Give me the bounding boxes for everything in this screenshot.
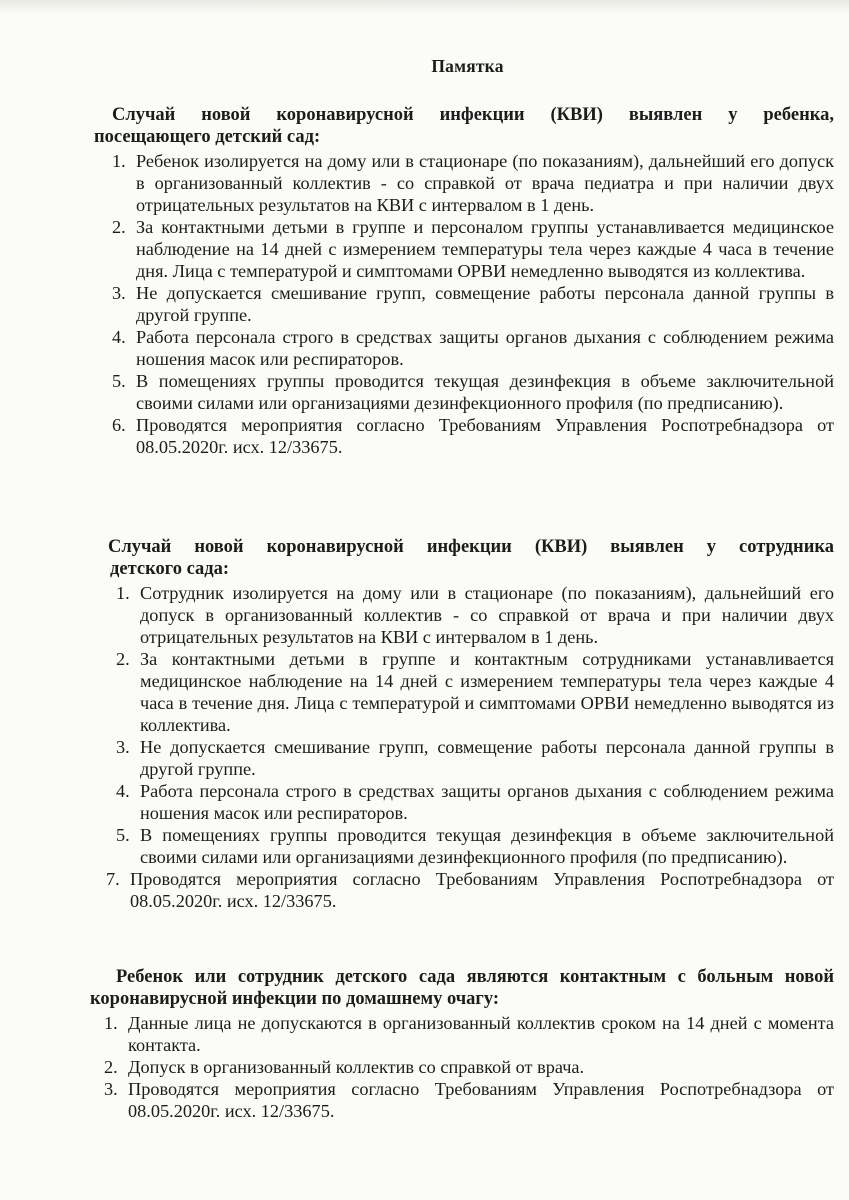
item-text: Работа персонала строго в средствах защиты органов дыхания с соблюдением режима ношения масок или респираторов.: [136, 327, 834, 369]
section-heading-line2: посещающего детский сад:: [94, 127, 321, 147]
item-text: Проводятся мероприятия согласно Требованиям Управления Роспотребнадзора от 08.05.2020г. исх. 12/33675.: [128, 1079, 834, 1121]
section-heading: [94, 104, 834, 148]
item-number: 3.: [104, 1079, 118, 1099]
item-text: Не допускается смешивание групп, совмещение работы персонала данной группы в другой группе.: [136, 283, 834, 325]
item-text: Не допускается смешивание групп, совмещение работы персонала данной группы в другой группе.: [140, 737, 834, 779]
item-number: 6.: [112, 415, 126, 435]
section-heading: [92, 536, 834, 580]
item-text: Сотрудник изолируется на дому или в стационаре (по показаниям), дальнейший его допуск в организованный коллектив - со справкой от врача и при наличии двух отрицательных результатов на КВИ с интервалом в 1 день.: [140, 583, 834, 647]
list-item: [112, 370, 834, 414]
item-text: Ребенок изолируется на дому или в стационаре (по показаниям), дальнейший его допуск в организованный коллектив - со справкой от врача педиатра и при наличии двух отрицательных результатов на КВИ с интервалом в 1 день.: [136, 151, 834, 215]
section-heading-line1: Случай новой коронавирусной инфекции (КВИ) выявлен у сотрудника: [108, 537, 834, 557]
section-heading: [90, 966, 834, 1010]
item-number: 2.: [112, 217, 126, 237]
item-text: В помещениях группы проводится текущая дезинфекция в объеме заключительной своими силами или организациями дезинфекционного профиля (по предписанию).: [136, 371, 834, 413]
item-number: 5.: [112, 371, 126, 391]
item-number: 3.: [116, 737, 130, 757]
list-item: [112, 326, 834, 370]
item-text: В помещениях группы проводится текущая дезинфекция в объеме заключительной своими силами или организациями дезинфекционного профиля (по предписанию).: [140, 825, 834, 867]
list-item: [116, 582, 834, 648]
section-household-contact: [90, 966, 834, 1122]
section-heading-line2: коронавирусной инфекции по домашнему очагу:: [90, 989, 499, 1009]
item-number: 3.: [112, 283, 126, 303]
item-number: 1.: [116, 583, 130, 603]
item-number: 7.: [106, 869, 120, 889]
item-text: Проводятся мероприятия согласно Требованиям Управления Роспотребнадзора от 08.05.2020г. исх. 12/33675.: [136, 415, 834, 457]
item-text: Работа персонала строго в средствах защиты органов дыхания с соблюдением режима ношения масок или респираторов.: [140, 781, 834, 823]
item-number: 4.: [112, 327, 126, 347]
section-list: [104, 1012, 834, 1122]
item-number: 5.: [116, 825, 130, 845]
document-title: Памятка: [431, 56, 504, 76]
list-item: [116, 824, 834, 868]
list-item: [116, 780, 834, 824]
item-text: За контактными детьми в группе и персоналом группы устанавливается медицинское наблюдение на 14 дней с измерением температуры тела через каждые 4 часа в течение дня. Лица с температурой и симптомами ОРВИ немедленно выводятся из коллектива.: [136, 217, 834, 281]
item-number: 2.: [116, 649, 130, 669]
list-item: [112, 150, 834, 216]
list-item: [104, 1012, 834, 1056]
item-text: За контактными детьми в группе и контактным сотрудниками устанавливается медицинское наблюдение на 14 дней с измерением температуры тела через каждые 4 часа в течение дня. Лица с температурой и симптомами ОРВИ немедленно выводятся из коллектива.: [140, 649, 834, 735]
section-heading-line1: Случай новой коронавирусной инфекции (КВИ) выявлен у ребенка,: [112, 105, 834, 125]
list-item: [112, 414, 834, 458]
list-item: [116, 736, 834, 780]
item-text: Проводятся мероприятия согласно Требованиям Управления Роспотребнадзора от 08.05.2020г. исх. 12/33675.: [130, 869, 834, 911]
item-number: 4.: [116, 781, 130, 801]
section-list: [112, 150, 834, 458]
item-number: 1.: [112, 151, 126, 171]
section-heading-line2: детского сада:: [110, 559, 230, 579]
list-item: [106, 868, 834, 912]
list-item: [104, 1056, 834, 1078]
list-item: [116, 648, 834, 736]
section-employee-case: [92, 536, 834, 912]
item-text: Допуск в организованный коллектив со справкой от врача.: [128, 1057, 585, 1077]
item-number: 2.: [104, 1057, 118, 1077]
list-item: [112, 216, 834, 282]
list-item: [104, 1078, 834, 1122]
section-list: [106, 582, 834, 912]
section-heading-line1: Ребенок или сотрудник детского сада являются контактным с больным новой: [116, 967, 834, 987]
section-child-case: [94, 104, 834, 458]
list-item: [112, 282, 834, 326]
item-text: Данные лица не допускаются в организованный коллектив сроком на 14 дней с момента контакта.: [128, 1013, 834, 1055]
item-number: 1.: [104, 1013, 118, 1033]
